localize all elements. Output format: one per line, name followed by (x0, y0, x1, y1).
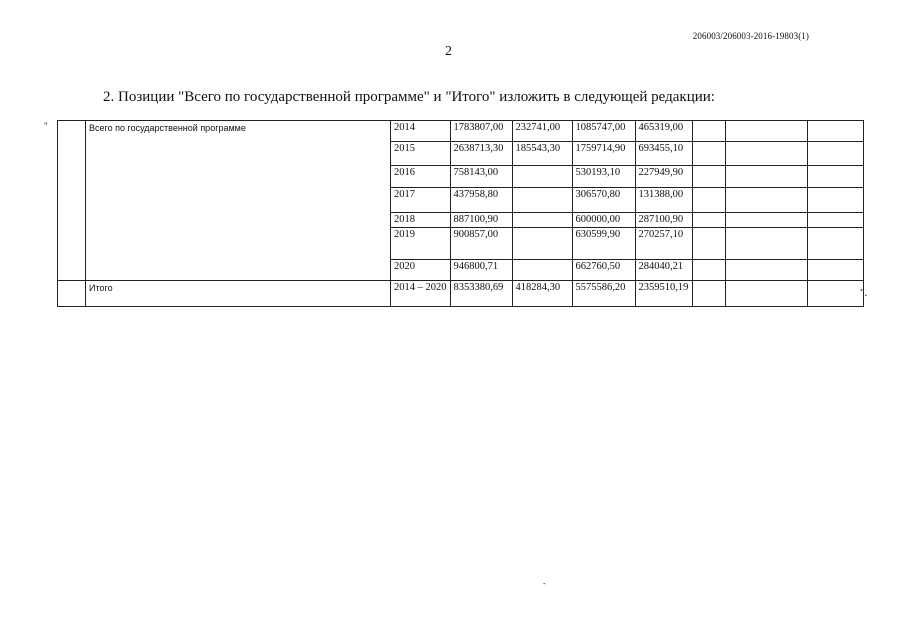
value-cell-c2 (512, 228, 572, 260)
empty-cell (807, 213, 863, 228)
empty-cell (692, 188, 725, 213)
value-cell-c3: 530193,10 (572, 166, 635, 188)
value-cell-c1: 758143,00 (450, 166, 512, 188)
value-cell-c3: 600000,00 (572, 213, 635, 228)
year-cell: 2017 (391, 188, 451, 213)
value-cell-c3: 1759714,90 (572, 142, 635, 166)
itogo-value-c3: 5575586,20 (572, 281, 635, 307)
page-number: 2 (445, 44, 452, 59)
value-cell-c3: 306570,80 (572, 188, 635, 213)
empty-cell (725, 166, 807, 188)
empty-cell (807, 260, 863, 281)
empty-cell (692, 213, 725, 228)
value-cell-c4: 270257,10 (635, 228, 692, 260)
empty-cell (807, 228, 863, 260)
year-cell: 2014 (391, 121, 451, 142)
value-cell-c4: 465319,00 (635, 121, 692, 142)
value-cell-c2 (512, 166, 572, 188)
empty-cell (807, 121, 863, 142)
value-cell-c4: 284040,21 (635, 260, 692, 281)
empty-cell (725, 213, 807, 228)
year-cell: 2020 (391, 260, 451, 281)
value-cell-c1: 1783807,00 (450, 121, 512, 142)
value-cell-c2: 185543,30 (512, 142, 572, 166)
empty-cell (725, 121, 807, 142)
value-cell-c2 (512, 260, 572, 281)
document-id: 206003/206003-2016-19803(1) (692, 31, 809, 41)
value-cell-c2 (512, 213, 572, 228)
year-cell: 2018 (391, 213, 451, 228)
empty-cell (692, 166, 725, 188)
instruction-text: 2. Позиции "Всего по государственной программе" и "Итого" изложить в следующей редакции: (103, 89, 715, 105)
itogo-value-c4: 2359510,19 (635, 281, 692, 307)
value-cell-c1: 946800,71 (450, 260, 512, 281)
year-cell: 2019 (391, 228, 451, 260)
itogo-value-c2: 418284,30 (512, 281, 572, 307)
table-row (58, 121, 864, 142)
period-cell: 2014 – 2020 (391, 281, 451, 307)
value-cell-c3: 630599,90 (572, 228, 635, 260)
value-cell-c2 (512, 188, 572, 213)
value-cell-c4: 131388,00 (635, 188, 692, 213)
empty-cell (692, 121, 725, 142)
value-cell-c4: 227949,90 (635, 166, 692, 188)
empty-cell (807, 188, 863, 213)
value-cell-c3: 662760,50 (572, 260, 635, 281)
opening-quote: " (44, 121, 48, 131)
empty-cell (807, 166, 863, 188)
year-cell: 2016 (391, 166, 451, 188)
value-cell-c2: 232741,00 (512, 121, 572, 142)
value-cell-c1: 887100,90 (450, 213, 512, 228)
year-cell: 2015 (391, 142, 451, 166)
empty-cell (692, 281, 725, 307)
itogo-value-c1: 8353380,69 (450, 281, 512, 307)
closing-quote: ". (860, 287, 868, 299)
value-cell-c3: 1085747,00 (572, 121, 635, 142)
itogo-label: Итого (86, 281, 391, 307)
empty-cell (692, 260, 725, 281)
value-cell-c1: 900857,00 (450, 228, 512, 260)
footer-mark: - (543, 579, 546, 588)
total-label: Всего по государственной программе (86, 121, 391, 281)
row-number-cell (58, 281, 86, 307)
empty-cell (725, 142, 807, 166)
value-cell-c4: 287100,90 (635, 213, 692, 228)
empty-cell (807, 142, 863, 166)
empty-cell (807, 281, 863, 307)
value-cell-c1: 2638713,30 (450, 142, 512, 166)
budget-table (57, 120, 864, 307)
empty-cell (725, 188, 807, 213)
value-cell-c4: 693455,10 (635, 142, 692, 166)
empty-cell (725, 228, 807, 260)
empty-cell (725, 281, 807, 307)
empty-cell (692, 142, 725, 166)
empty-cell (692, 228, 725, 260)
itogo-row (58, 281, 864, 307)
value-cell-c1: 437958,80 (450, 188, 512, 213)
empty-cell (725, 260, 807, 281)
row-number-cell (58, 121, 86, 281)
